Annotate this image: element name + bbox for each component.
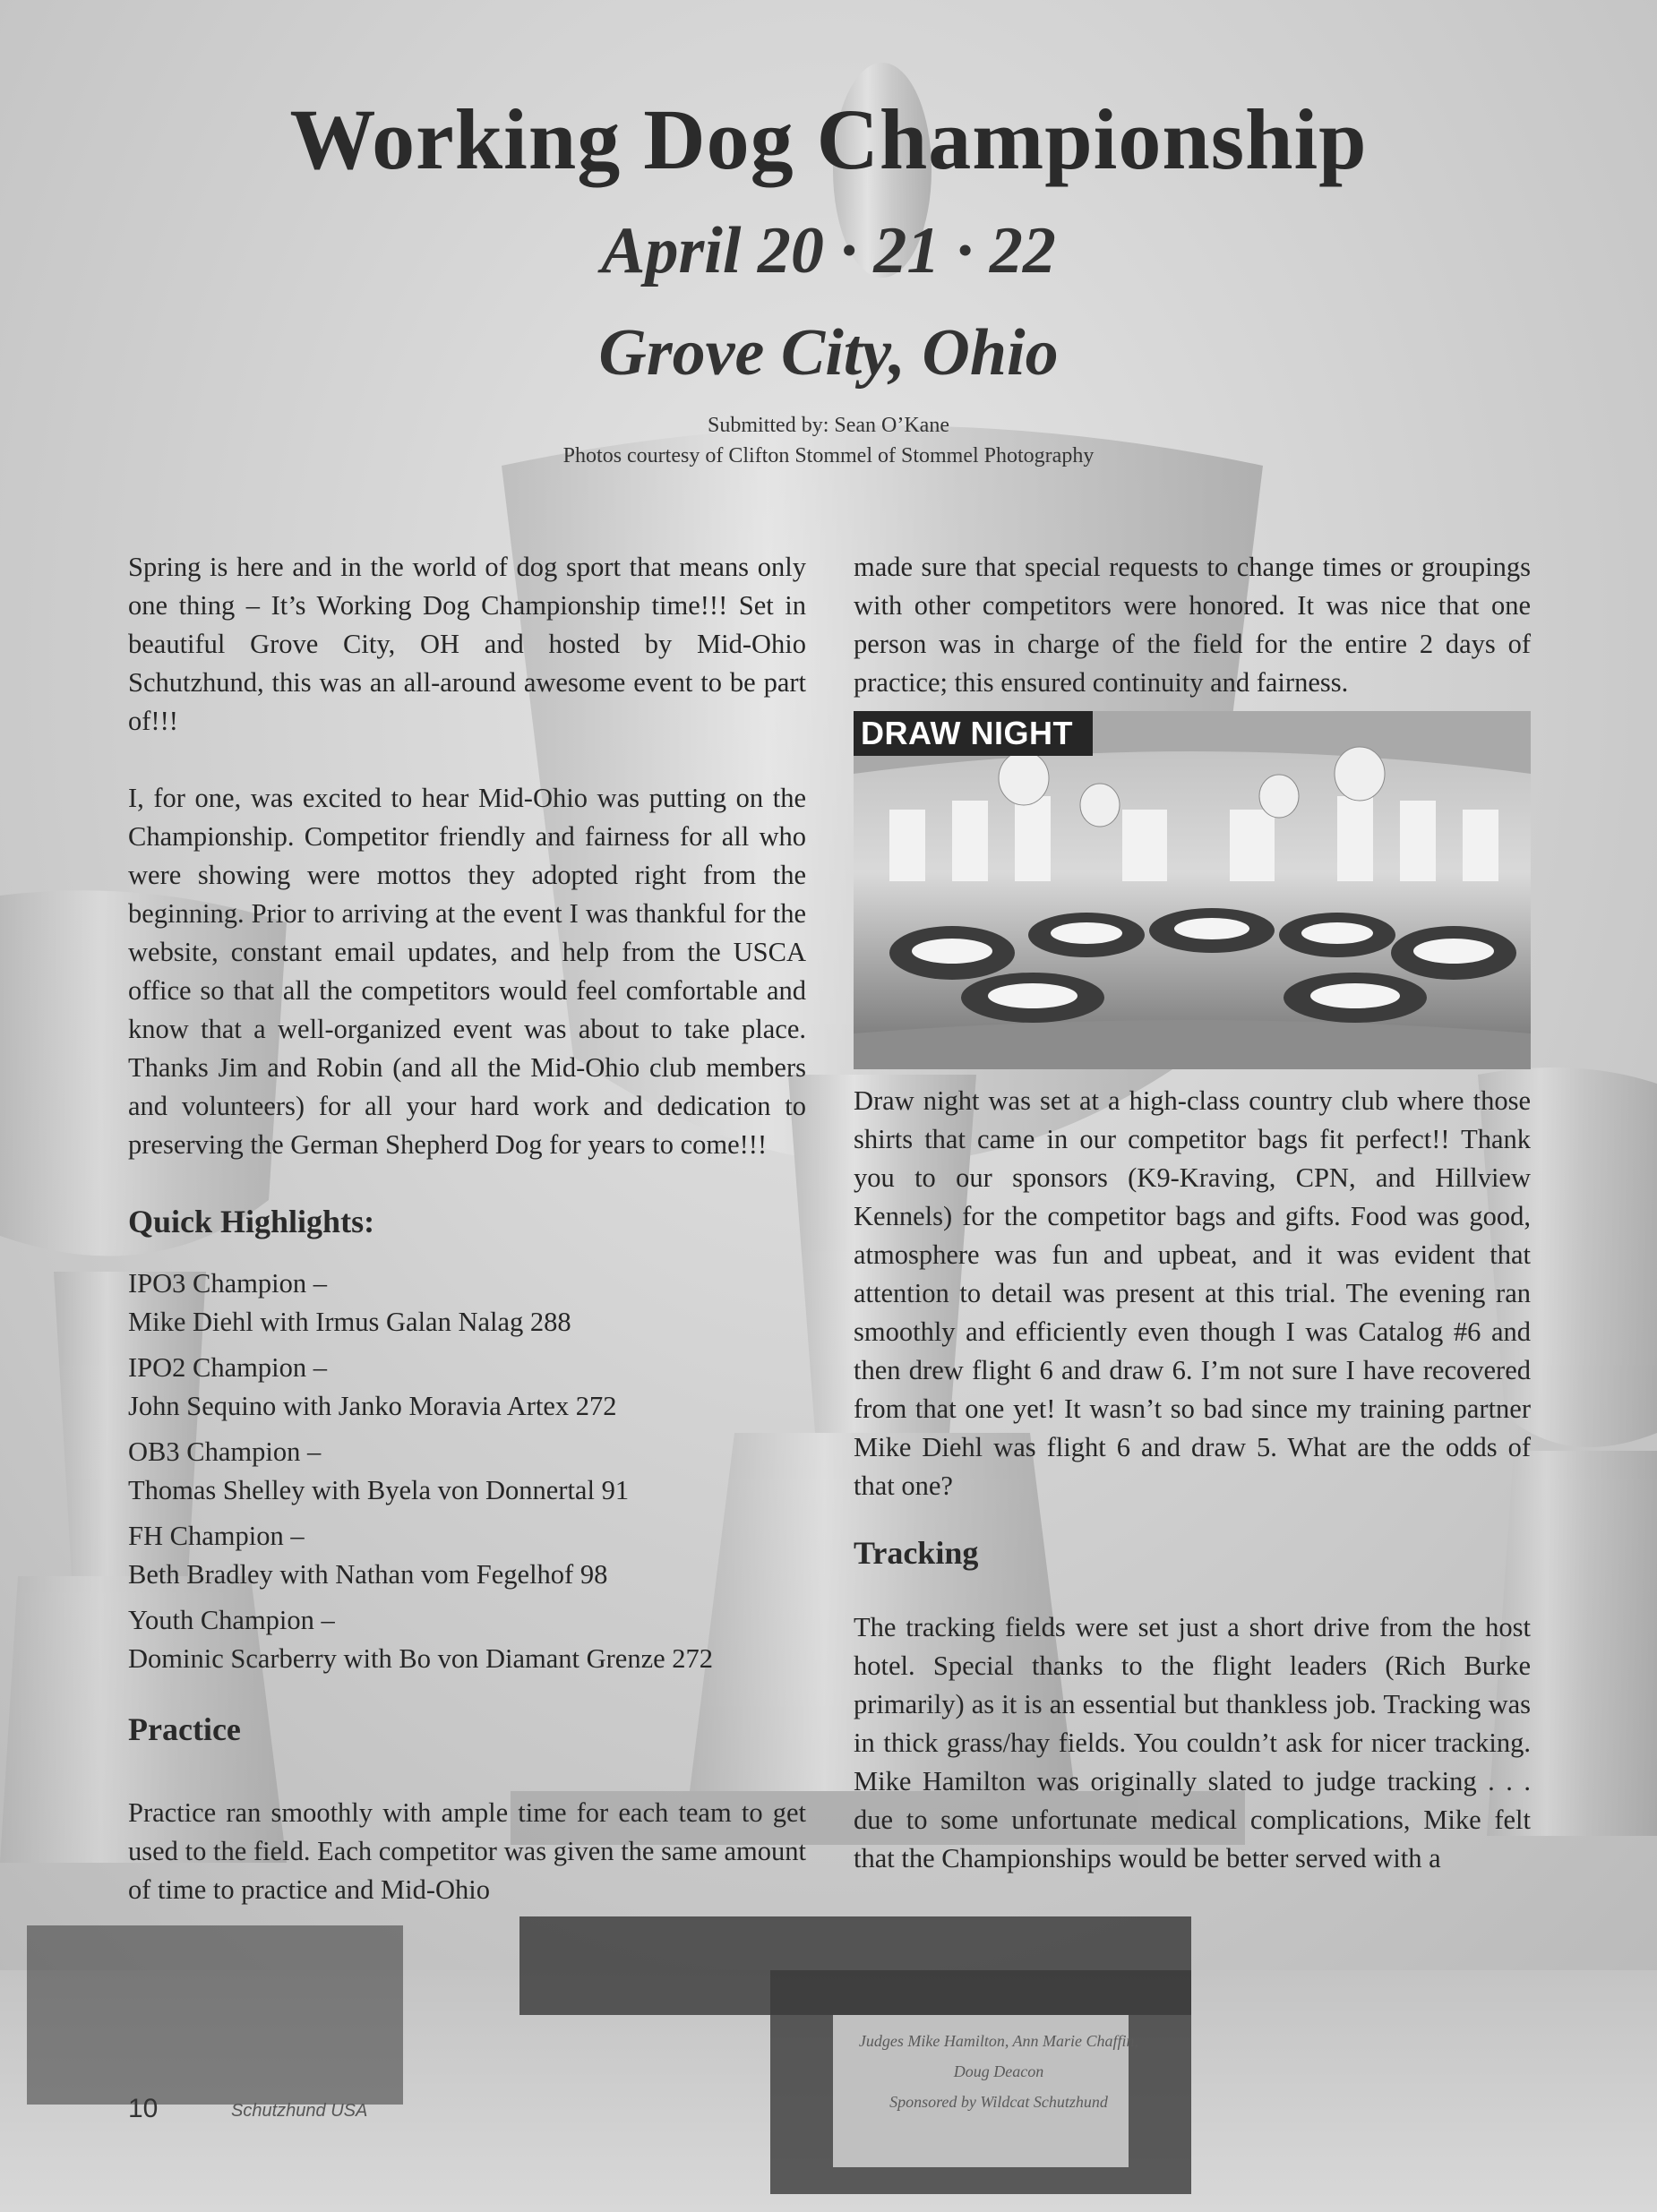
highlights-list	[128, 1265, 806, 1678]
highlights-heading: Quick Highlights:	[128, 1204, 375, 1239]
intro-paragraph: Spring is here and in the world of dog sport that means only one thing – It’s Working Dog Championship time!!! Set in beautiful Grove City, OH and hosted by Mid-Ohio Schutzhund, this was an all-around awesome event to be part of!!!	[128, 552, 806, 736]
page-number: 10	[128, 2094, 159, 2123]
photo-credit: Photos courtesy of Clifton Stommel of Stommel Photography	[562, 444, 1095, 467]
practice-paragraph: Practice ran smoothly with ample time for each team to get used to the field. Each competitor was given the same amount of time to practice and Mid-Ohio	[128, 1797, 806, 1905]
right-column	[854, 548, 1531, 1878]
left-column	[128, 548, 806, 1909]
highlight-item	[128, 1601, 806, 1678]
plaque-judge-line: Doug Deacon	[953, 2062, 1044, 2080]
highlight-detail: Dominic Scarberry with Bo von Diamant Grenze 272	[128, 1643, 714, 1674]
championship-paragraph: I, for one, was excited to hear Mid-Ohio was putting on the Championship. Competitor friendly and fairness for all who were showing were mottos they adopted right from the beginning. Prior to arriving at the event I was thankful for the website, constant email updates, and help from the USCA office so that all the competitors would feel comfortable and know that a well-organized event was about to take place. Thanks Jim and Robin (and all the Mid-Ohio club members and volunteers) for all your hard work and dedication to preserving the German Shepherd Dog for years to come!!!	[128, 783, 806, 1160]
highlight-title: Youth Champion –	[128, 1605, 335, 1635]
plaque-judges-line: Judges Mike Hamilton, Ann Marie Chaffin,	[858, 2032, 1139, 2050]
tracking-paragraph: The tracking fields were set just a short drive from the host hotel. Special thanks to the flight leaders (Rich Burke primarily) as it is an essential but thankless job. Tracking was in thick grass/hay fields. You couldn’t ask for nicer tracking. Mike Hamilton was originally slated to judge tracking . . . due to some unfortunate medical complications, Mike felt that the Championships would be better served with a	[854, 1612, 1531, 1873]
plaque-sponsor-line: Sponsored by Wildcat Schutzhund	[889, 2093, 1108, 2111]
page-title: Working Dog Championship	[289, 91, 1368, 187]
highlight-detail: John Sequino with Janko Moravia Artex 272	[128, 1391, 617, 1421]
highlight-item	[128, 1349, 806, 1426]
highlight-title: IPO2 Champion –	[128, 1352, 327, 1383]
highlight-item	[128, 1265, 806, 1342]
trophy-plaque	[851, 2026, 1146, 2117]
practice-continued-paragraph: made sure that special requests to change times or groupings with other competitors were honored. It was nice that one person was in charge of the field for the entire 2 days of practice; this ensured continuity and fairness.	[854, 552, 1531, 698]
highlight-title: IPO3 Champion –	[128, 1268, 327, 1299]
tracking-heading: Tracking	[854, 1535, 979, 1571]
highlight-item	[128, 1517, 806, 1594]
event-dates: April 20 · 21 · 22	[601, 214, 1056, 287]
highlight-detail: Beth Bradley with Nathan vom Fegelhof 98	[128, 1559, 608, 1590]
ballroom-photo	[854, 711, 1531, 1069]
highlight-detail: Mike Diehl with Irmus Galan Nalag 288	[128, 1307, 571, 1337]
highlight-title: FH Champion –	[128, 1521, 305, 1551]
event-location: Grove City, Ohio	[598, 316, 1059, 390]
draw-night-photo	[854, 711, 1531, 1069]
highlight-detail: Thomas Shelley with Byela von Donnertal 91	[128, 1475, 630, 1505]
highlight-title: OB3 Champion –	[128, 1436, 322, 1467]
practice-heading: Practice	[128, 1711, 241, 1747]
author-credit: Submitted by: Sean O’Kane	[708, 414, 949, 437]
magazine-name: Schutzhund USA	[231, 2101, 368, 2121]
photo-caption-label: DRAW NIGHT	[854, 711, 1093, 756]
draw-night-paragraph: Draw night was set at a high-class country club where those shirts that came in our competitor bags fit perfect!! Thank you to our sponsors (K9-Kraving, CPN, and Hillview Kennels) for the competitor bags and gifts. Food was good, atmosphere was fun and upbeat, and it was evident that attention to detail was present at this trial. The evening ran smoothly and efficiently even though I was Catalog #6 and then drew flight 6 and draw 6. I’m not sure I have recovered from that one yet! It wasn’t so bad since my training partner Mike Diehl was flight 6 and draw 5. What are the odds of that one?	[854, 1085, 1531, 1501]
highlight-item	[128, 1433, 806, 1510]
